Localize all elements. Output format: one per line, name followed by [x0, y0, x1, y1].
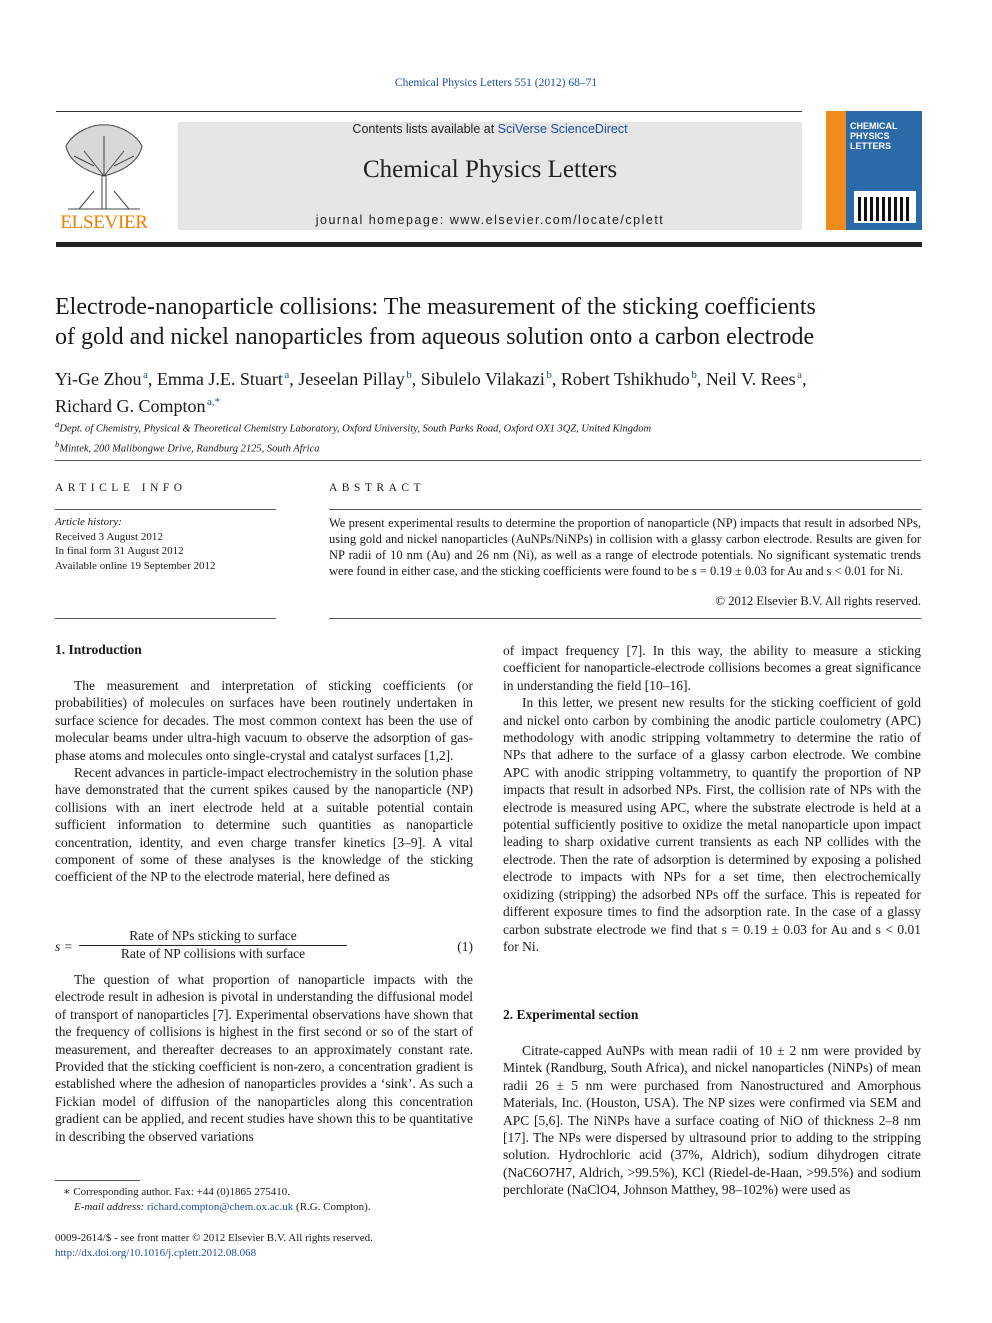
author-affil-sup[interactable]: a,*	[207, 396, 221, 408]
body-paragraph: of impact frequency [7]. In this way, the ability to measure a sticking coefficient for nanoparticle-electrode collisions becomes a great significance in understanding the field [10–16].	[503, 643, 921, 693]
email-link[interactable]: richard.compton@chem.ox.ac.uk	[146, 1200, 294, 1213]
right-column-text	[503, 642, 921, 955]
cover-title-line: CHEMICAL	[850, 121, 898, 131]
history-label: Article history:	[55, 516, 122, 528]
affiliations	[55, 417, 935, 456]
author-name: Robert Tshikhudo	[560, 369, 690, 389]
body-paragraph: The question of what proportion of nanoparticle impacts with the electrode result in adhesion is pivotal in understanding the diffusional model of transport of nanoparticles [7]. Experimental observations have shown that the frequency of collisions is highest in the first second or so of the start of measurement, and thereafter decreases to an approximately constant rate. Provided that the sticking coefficient is non-zero, a concentration gradient is established where the adhesion of nanoparticles provides a ‘sink’. As such a Fickian model of diffusion of the nanoparticles along this concentration gradient can be applied, and recent studies have shown this to be quantitative in describing the observed variations	[55, 972, 473, 1144]
article-title	[55, 292, 935, 352]
history-online: Available online 19 September 2012	[55, 559, 216, 572]
equation-lhs: s =	[55, 939, 73, 954]
cover-title	[850, 121, 898, 151]
author-name: Richard G. Compton	[55, 396, 206, 416]
author-name: Yi-Ge Zhou	[55, 369, 142, 389]
article-info-bottom-rule	[55, 618, 276, 619]
article-info-heading: ARTICLE INFO	[55, 482, 187, 494]
section-title-experimental: 2. Experimental section	[503, 1007, 639, 1022]
cover-graphic	[854, 191, 916, 223]
body-paragraph: Citrate-capped AuNPs with mean radii of 10 ± 2 nm were provided by Mintek (Randburg, South Africa), and nickel nanoparticles (NiNPs) of mean radii 26 ± 5 nm were purchased from Nanostructured and Amorphous Materials, Inc. (Houston, USA). The NP sizes were confirmed via SEM and APC [5,6]. The NiNPs have a surface coating of NiO of thickness 2–8 nm [17]. The NPs were dispersed by ultrasound prior to adding to the stripping solution. Hydrochloric acid (37%, Aldrich), sodium dihydrogen citrate (NaC6O7H7, Aldrich, >99.5%), KCl (Riedel-de-Haan, >99.5%) and sodium perchlorate (NaClO4, Johnson Matthey, 98–102%) were used as	[503, 1043, 921, 1198]
contents-line	[178, 122, 802, 136]
intro-paragraphs	[55, 677, 473, 886]
cover-title-line: PHYSICS	[850, 131, 890, 141]
abstract-bottom-rule	[329, 618, 921, 619]
cover-orange-strip	[826, 111, 846, 230]
affiliation-item	[55, 417, 935, 437]
section-title-introduction: 1. Introduction	[55, 642, 142, 657]
author-name: Sibulelo Vilakazi	[420, 369, 545, 389]
affiliation-rule	[55, 460, 921, 461]
footnotes	[55, 1185, 475, 1214]
equation-numerator: Rate of NPs sticking to surface	[79, 928, 347, 946]
affiliation-text: Dept. of Chemistry, Physical & Theoretical Chemistry Laboratory, Oxford University, South Parks Road, Oxford OX1 3QZ, United Kingdom	[59, 423, 652, 435]
doi-link[interactable]: http://dx.doi.org/10.1016/j.cplett.2012.08.068	[55, 1246, 257, 1259]
footnote-corresponding: ∗ Corresponding author. Fax: +44 (0)1865 275410.	[63, 1186, 290, 1198]
affiliation-sup: b	[55, 438, 60, 449]
affiliation-text: Mintek, 200 Malibongwe Drive, Randburg 2125, South Africa	[59, 443, 320, 454]
issn-line: 0009-2614/$ - see front matter © 2012 Elsevier B.V. All rights reserved.	[55, 1232, 373, 1244]
homepage-url-link[interactable]: www.elsevier.com/locate/cplett	[449, 213, 665, 227]
body-paragraph: The measurement and interpretation of sticking coefficients (or probabilities) of molecules on surfaces have been routinely undertaken in surface science for decades. The most common context has been the use of molecular beams under ultra-high vacuum to observe the adsorption of gas-phase atoms and molecules onto single-crystal and catalyst surfaces [1,2].	[55, 678, 473, 763]
author-affil-sup[interactable]: b	[546, 369, 552, 381]
affiliation-sup: a	[55, 419, 60, 429]
homepage-prefix: journal homepage:	[315, 213, 450, 227]
journal-reference-link[interactable]: Chemical Physics Letters 551 (2012) 68–71	[394, 77, 598, 89]
author-affil-sup[interactable]: b	[691, 369, 697, 381]
email-suffix: (R.G. Compton).	[293, 1200, 371, 1213]
header-top-rule	[56, 111, 802, 112]
article-history	[55, 515, 276, 573]
intro-paragraph-3	[55, 971, 473, 1145]
equation-fraction	[79, 928, 347, 962]
abstract-copyright: © 2012 Elsevier B.V. All rights reserved.	[715, 594, 921, 608]
author-name: Neil V. Rees	[705, 369, 796, 389]
page-bottom-info	[55, 1231, 505, 1260]
footnote-rule	[55, 1180, 140, 1181]
author-list: Yi-Ge Zhou $^a$, Emma J.E. Stuart $^a$, Jeseelan Pillay $^b$, Sibulelo Vilakazi $^b$, Robert Tshikhudo $^b$, Neil V. Rees $^a$, Richard G. Compton $^{a,*}$	[55, 369, 807, 416]
body-paragraph: Recent advances in particle-impact electrochemistry in the solution phase have demonstrated that the current spikes caused by the nanoparticle (NP) collisions with an inert electrode held at a suitable potential contain sufficient information to determine such quantities as nanoparticle concentration, identity, and even charge transfer kinetics [3–9]. A vital component of some of these analyses is the knowledge of the sticking coefficient of the NP to the electrode material, here defined as	[55, 765, 473, 885]
affiliation-item	[55, 437, 935, 457]
equation-denominator: Rate of NP collisions with surface	[120, 946, 306, 961]
journal-cover-image	[826, 111, 922, 230]
footnote-email	[55, 1200, 475, 1215]
author-name: Jeseelan Pillay	[298, 369, 405, 389]
equation-label: (1)	[457, 939, 473, 954]
journal-title: Chemical Physics Letters	[362, 156, 618, 183]
cover-title-line: LETTERS	[850, 141, 892, 151]
email-label: E-mail address:	[74, 1200, 147, 1213]
article-title-line: of gold and nickel nanoparticles from aqueous solution onto a carbon electrode	[55, 324, 815, 350]
article-info-rule	[55, 509, 276, 510]
author-name: Emma J.E. Stuart	[156, 369, 283, 389]
sciencedirect-link[interactable]: SciVerse ScienceDirect	[497, 122, 628, 136]
journal-homepage	[178, 213, 802, 227]
header-thick-rule	[56, 242, 922, 247]
author-affil-sup[interactable]: b	[406, 369, 412, 381]
contents-prefix: Contents lists available at	[352, 122, 498, 136]
body-paragraph: In this letter, we present new results for the sticking coefficient of gold and nickel onto carbon by combining the anodic particle coulometry (APC) methodology with anodic stripping voltammetry to determine the ratio of NPs that adhere to the surface of a glassy carbon electrode. We combine APC with anodic stripping voltammetry, to quantify the proportion of NP impacts that result in adsorbed NPs. First, the collision rate of NPs with the electrode is measured using APC, where the substrate electrode is held at a potential sufficiently positive to oxidize the metal nanoparticle upon impact leading to sharp oxidative current transients as each NP collides with the electrode. Then the rate of adsorption is determined by exposing a polished electrode to impacts with NPs for a set time, then electrochemically oxidizing (stripping) the adsorbed NPs off the surface. This is repeated for different exposure times to find the adsorption rate. In the case of a glassy carbon substrate electrode we find that s = 0.19 ± 0.03 for Au and s < 0.01 for Ni.	[503, 695, 921, 954]
history-final-form: In final form 31 August 2012	[55, 545, 184, 557]
elsevier-wordmark: ELSEVIER	[60, 212, 148, 233]
experimental-text	[503, 1042, 921, 1199]
history-received: Received 3 August 2012	[55, 530, 163, 543]
equation-1	[55, 928, 473, 968]
abstract-heading: ABSTRACT	[329, 482, 426, 494]
author-affil-sup[interactable]: a	[797, 369, 803, 381]
abstract-rule	[329, 509, 921, 510]
abstract-text: We present experimental results to determine the proportion of nanoparticle (NP) impacts that result in adsorbed NPs, using gold and nickel nanoparticles (AuNPs/NiNPs) in collision with a glassy carbon electrode. Results are given for NP radii of 10 nm (Au) and 26 nm (Ni), as well as a range of electrode potentials. No significant systematic trends were found in either case, and the sticking coefficients were found to be s = 0.19 ± 0.03 for Au and s < 0.01 for Ni.	[329, 516, 921, 578]
author-affil-sup[interactable]: a	[284, 369, 290, 381]
author-affil-sup[interactable]: a	[143, 369, 148, 381]
article-title-line: Electrode-nanoparticle collisions: The measurement of the sticking coefficients	[55, 294, 816, 320]
